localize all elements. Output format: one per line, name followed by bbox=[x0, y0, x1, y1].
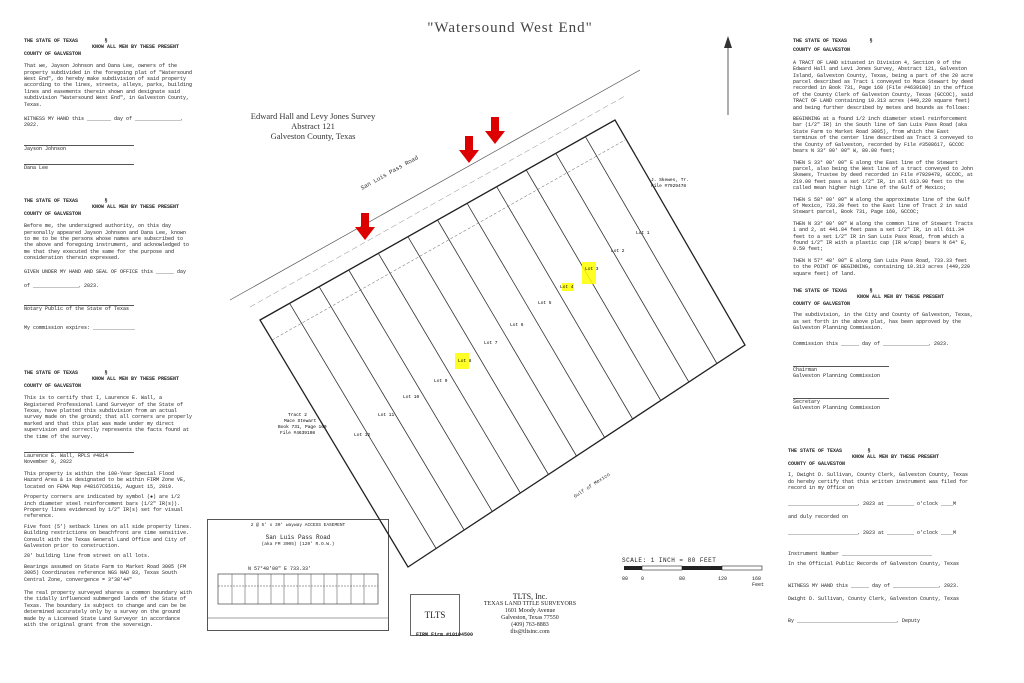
survey-county: Galveston County, Texas bbox=[270, 131, 356, 141]
scale-tick-0: 80 bbox=[622, 576, 629, 582]
chairman-title: Galveston Planning Commission bbox=[793, 373, 881, 380]
adjoiner-west-tract: Tract 2 bbox=[288, 413, 307, 418]
firm-name: TLTS, Inc. bbox=[512, 592, 548, 601]
notary-text: Before me, the undersigned authority, on this day personally appeared Jayson Johnson and Dana Lee, known to me to be the persons whose names are subscribed to the above and foregoing instrument, and acknowledged to me that they executed the same for the purpose and consideration therein expressed. bbox=[24, 223, 193, 262]
dedication-text: That we, Jayson Johnson and Dana Lee, owners of the property subdivided in the foregoing plat of "Watersound West End", do hereby make subdivision of said property according to the lines, streets, alleys, parks, building lines and easements therein shown and designate said subdivision "Watersound West End", in Galveston County, Texas. bbox=[24, 63, 196, 108]
firm-subtitle: TEXAS LAND TITLE SURVEYORS bbox=[483, 601, 577, 607]
surveyor-signature: Laurence E. Wall, RPLS #4814 bbox=[24, 452, 134, 459]
gulf-label: Gulf of Mexico bbox=[572, 471, 612, 500]
dedication-block bbox=[24, 38, 194, 172]
section-symbol: § bbox=[104, 198, 108, 204]
firm-phone: (409) 763-8883 bbox=[511, 622, 549, 628]
lot-line bbox=[349, 270, 493, 512]
witness-line: WITNESS MY HAND this ________ day of _______________, 2022. bbox=[24, 116, 187, 129]
know-all-heading: KNOW ALL MEN BY THESE PRESENT bbox=[92, 204, 180, 211]
firm-email: tlts@tltsinc.com bbox=[510, 629, 550, 635]
arrow-marker-3 bbox=[485, 117, 505, 144]
note-building-line: 20' building line from street on all lots. bbox=[24, 553, 151, 560]
section-symbol: § bbox=[104, 38, 108, 44]
know-all-heading: KNOW ALL MEN BY THESE PRESENT bbox=[852, 454, 940, 461]
lot-label-1: Lot 1 bbox=[636, 231, 650, 236]
county-heading: COUNTY OF GALVESTON bbox=[24, 210, 82, 217]
lot-line bbox=[378, 253, 520, 493]
tlts-logo: TLTS bbox=[410, 594, 460, 636]
adjoiner-west-file: File #4639108 bbox=[280, 431, 316, 436]
clerk-text: I, Dwight D. Sullivan, County Clerk, Galveston County, Texas do hereby certify that this written instrument was filed for record in my Office on bbox=[788, 472, 972, 492]
inset-road-sub: (aka FM 3005) (120' R.O.W.) bbox=[261, 541, 335, 547]
metes-bounds-block bbox=[793, 38, 975, 253]
section-symbol: § bbox=[869, 288, 873, 294]
inset-road-name: San Luis Pass Road bbox=[265, 534, 331, 542]
scale-tick-1: 0 bbox=[641, 576, 645, 582]
arrow-marker-2 bbox=[459, 136, 479, 163]
county-heading: COUNTY OF GALVESTON bbox=[24, 50, 82, 57]
shoreline-note: The real property surveyed shares a common boundary with the tidally influenced submerged lands of the State of Texas. The boundary is subject to change and can be be determined accurately only by a survey on the ground made by a Licensed State Land Surveyor in accordance with the original grant from the sovereign. bbox=[24, 590, 196, 629]
lot-line bbox=[585, 137, 717, 364]
lot-label-12: Lot 12 bbox=[354, 433, 371, 438]
lot-line bbox=[467, 203, 604, 437]
firm-address-2: Galveston, Texas 77550 bbox=[501, 615, 559, 621]
state-heading: THE STATE OF TEXAS bbox=[793, 288, 848, 294]
survey-name: Edward Hall and Levy Jones Survey bbox=[250, 111, 376, 121]
note-bearings: Bearings assumed on State Farm to Market Road 3005 (FM 3005) Coordinates reference NGS NAD 83, Texas South Central Zone, convergence = 3°38'44" bbox=[24, 563, 190, 583]
section-symbol: § bbox=[104, 370, 108, 376]
section-symbol: § bbox=[869, 38, 873, 44]
scale-tick-2: 80 bbox=[679, 576, 686, 582]
records-line: In the Official Public Records of Galveston County, Texas bbox=[788, 561, 960, 568]
given-line: GIVEN UNDER MY HAND AND SEAL OF OFFICE this ______ day bbox=[24, 268, 187, 275]
easement-label: 2 @ 5' x 30' wayway ACCESS EASEMENT bbox=[250, 523, 346, 528]
legal-description: A TRACT OF LAND situated in Division 4, Section 9 of the Edward Hall and Levi Jones Survey, Abstract 121, Galveston Island, Galveston County, Texas, being a part of the 20 acre parcel described as Tract 1 conveyed to Mace Stewart by deed recorded in Book 731, Page 160 (File #4639108) in the office of the County Clerk of Galveston County, Texas (GCCOC), said TRACT OF LAND containing 10.313 acres (449,220 square feet) and being further described by metes and bounds as follows: bbox=[793, 59, 977, 111]
recorded-line: _______________________, 2023 at _________ o'clock ____M bbox=[788, 530, 957, 537]
adjoiner-east-file: File #7929478 bbox=[651, 184, 687, 189]
secretary-title: Galveston Planning Commission bbox=[793, 405, 881, 412]
lot-line bbox=[408, 237, 549, 475]
scale-tick-3: 120 bbox=[718, 576, 728, 582]
surveyor-certificate bbox=[24, 370, 194, 583]
know-all-heading: KNOW ALL MEN BY THESE PRESENT bbox=[92, 376, 180, 383]
lot-label-9: Lot 9 bbox=[434, 379, 448, 384]
signature-johnson: Jayson Johnson bbox=[24, 145, 134, 152]
call-west-line: THEN N 33° 00' 00" W along the common line of Stewart Tracts 1 and 2, at 441.84 feet pass a set 1/2" IR, in all 611.34 feet to a set 1/2" IR in San Luis Pass Road, from which a found 1/2" IR with a plastic cap (IR w/cap) bears N 64° E, 0.59 feet; bbox=[793, 220, 977, 253]
duly-recorded: and duly recorded on bbox=[788, 513, 849, 520]
scale-label: SCALE: 1 INCH = 80 FEET bbox=[622, 557, 717, 564]
state-heading: THE STATE OF TEXAS bbox=[793, 38, 848, 44]
highlight-marker bbox=[582, 262, 596, 284]
firm-address-1: 1601 Moody Avenue bbox=[504, 608, 556, 614]
lot-label-3: Lot 3 bbox=[585, 267, 599, 272]
planning-block bbox=[793, 288, 975, 411]
state-heading: THE STATE OF TEXAS bbox=[24, 370, 79, 376]
know-all-heading: KNOW ALL MEN BY THESE PRESENT bbox=[857, 294, 945, 301]
surveyor-date: November 9, 2022 bbox=[24, 459, 73, 466]
certificate-text: This is to certify that I, Laurence E. Wall, a Registered Professional Land Surveyor of the State of Texas, have platted this subdivision from an actual survey made on the ground; that all corners are properly marked and that this plat was made under my direct supervision and correctly represents the facts found at the time of the survey. bbox=[24, 395, 196, 440]
lot-line bbox=[438, 220, 577, 456]
county-heading: COUNTY OF GALVESTON bbox=[793, 47, 851, 54]
lot-line bbox=[319, 287, 464, 530]
given-year-line: of _______________, 2023. bbox=[24, 283, 100, 290]
lot-label-7: Lot 7 bbox=[484, 341, 498, 346]
notary-signature: Notary Public of the State of Texas bbox=[24, 305, 134, 312]
note-flood: This property is within the 100-Year Special Flood Hazard Area & is designated to be within FIRM Zone VE, located on FEMA Map #48167C0511G, August 15, 2019. bbox=[24, 470, 190, 490]
state-heading: THE STATE OF TEXAS bbox=[788, 448, 843, 454]
lot-line bbox=[497, 187, 633, 419]
lot-label-2: Lot 2 bbox=[611, 249, 625, 254]
road-row-north bbox=[230, 70, 640, 300]
lot-lines bbox=[290, 137, 717, 549]
state-heading: THE STATE OF TEXAS bbox=[24, 38, 79, 44]
lot-label-8: Lot 8 bbox=[458, 359, 472, 364]
commission-line: Commission this ______ day of _______________, 2023. bbox=[793, 341, 950, 348]
clerk-block bbox=[788, 448, 976, 625]
notary-block bbox=[24, 198, 194, 331]
lot-label-6: Lot 6 bbox=[510, 323, 524, 328]
state-heading: THE STATE OF TEXAS bbox=[24, 198, 79, 204]
adjoiner-west-owner: Mace Stewart bbox=[284, 419, 317, 424]
lot-line bbox=[526, 170, 661, 401]
county-heading: COUNTY OF GALVESTON bbox=[788, 460, 846, 467]
road-label: San Luis Pass Road bbox=[359, 154, 420, 192]
arrow-marker-1 bbox=[355, 213, 375, 240]
county-heading: COUNTY OF GALVESTON bbox=[793, 300, 851, 307]
note-corners: Property corners are indicated by symbol (●) are 1/2 inch diameter steel reinforcement bars (1/2" IR(s)). Property lines evidenced by 1/2" IR(s) set for visual reference. bbox=[24, 494, 187, 520]
scale-tick-4: 160 Feet bbox=[752, 576, 765, 589]
plat-title: "Watersound West End" bbox=[427, 20, 593, 36]
lot-label-11: Lot 11 bbox=[378, 413, 395, 418]
call-east-line: THEN S 33° 00' 00" E along the East line of the Stewart parcel, also being the West line of a tract conveyed to John Skewes, Trustee by deed recorded in File #7929478, GCCOC, at 219.00 feet pass a set 1/2" IR, in all 613.90 feet to the called mean higher high line of the Gulf of Mexico; bbox=[793, 159, 977, 192]
road-centerline bbox=[250, 96, 625, 307]
inset-bearing: N 57°48'00" E 733.33' bbox=[248, 566, 312, 572]
instrument-number: Instrument Number ______________________________ bbox=[788, 550, 933, 557]
call-beginning: BEGINNING at a found 1/2 inch diameter steel reinforcement bar (1/2" IR) in the South line of San Luis Pass Road (aka State Farm to Market Road 3005), from which the East terminus of the center line described as Tract 3 conveyed to the County of Galveston, recorded by File #3508617, GCCOC bears N 33° 00' 00" W, 80.00 feet; bbox=[793, 116, 977, 155]
planning-text: The subdivision, in the City and County of Galveston, Texas, as set forth in the above plat, has been approved by the Galveston Planning Commission. bbox=[793, 312, 977, 332]
know-all-heading: KNOW ALL MEN BY THESE PRESENT bbox=[92, 44, 180, 51]
note-setback: Five foot (5') setback lines on all side property lines. Building restrictions on beachfront are time sensitive. Consult with the Texas General Land Office and City of Galveston prior to construction. bbox=[24, 523, 196, 549]
signature-lee: Dana Lee bbox=[24, 164, 134, 171]
adjoiner-west-book: Book 731, Page 160 bbox=[278, 425, 327, 430]
firm-number: FIRM Firm #10104500 bbox=[416, 632, 474, 638]
adjoiner-east: J. Skewes, Tr. bbox=[651, 178, 689, 183]
lot-label-5: Lot 5 bbox=[538, 301, 552, 306]
building-setback-line bbox=[272, 140, 625, 340]
filed-line: _______________________, 2023 at _________ o'clock ____M bbox=[788, 501, 957, 508]
north-arrow bbox=[724, 36, 732, 115]
call-closing: THEN N 57° 48' 00" E along San Luis Pass Road, 733.33 feet to the POINT OF BEGINNING, containing 10.313 acres (449,220 square feet) of land. bbox=[793, 258, 974, 277]
deputy-line: By _________________________________, Deputy bbox=[788, 618, 921, 625]
lot-label-4: Lot 4 bbox=[560, 285, 574, 290]
clerk-witness: WITNESS MY HAND this ______ day of _______________, 2023. bbox=[788, 583, 960, 590]
commission-expires: My commission expires: ______________ bbox=[24, 324, 136, 331]
survey-abstract: Abstract 121 bbox=[291, 121, 335, 131]
county-heading: COUNTY OF GALVESTON bbox=[24, 382, 82, 389]
secretary-signature: Secretary bbox=[793, 398, 889, 405]
call-gulf-line: THEN S 58° 00' 00" W along the approximate line of the Gulf of Mexico, 733.39 feet to the East line of Tract 2 in said Stewart parcel, Book 731, Page 160, GCCOC; bbox=[793, 196, 974, 216]
section-symbol: § bbox=[867, 448, 871, 454]
plat-drawing bbox=[200, 30, 790, 590]
chairman-signature: Chairman bbox=[793, 366, 889, 373]
clerk-name: Dwight D. Sullivan, County Clerk, Galveston County, Texas bbox=[788, 595, 960, 602]
lot-label-10: Lot 10 bbox=[403, 395, 420, 400]
